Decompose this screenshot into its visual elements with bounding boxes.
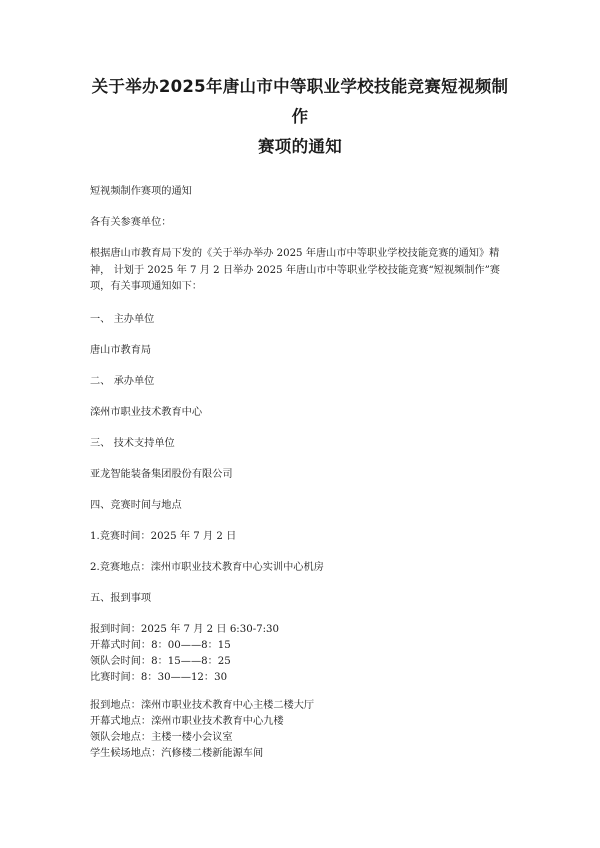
- schedule-place-line: 学生候场地点：汽修楼二楼新能源车间: [90, 747, 264, 759]
- section-3-body: 亚龙智能装备集团股份有限公司: [90, 468, 233, 480]
- section-2-heading: 二、 承办单位: [90, 375, 155, 387]
- schedule-time-line: 报到时间：2025 年 7 月 2 日 6:30-7:30: [90, 623, 280, 635]
- title-line-2: 赛项的通知: [258, 137, 342, 156]
- section-2-body: 滦州市职业技术教育中心: [90, 406, 203, 418]
- schedule-time-line: 开幕式时间：8：00——8：15: [90, 639, 231, 651]
- section-3-heading: 三、 技术支持单位: [90, 437, 175, 449]
- section-4-item-2: 2.竞赛地点：滦州市职业技术教育中心实训中心机房: [90, 561, 324, 573]
- section-4-heading: 四、竞赛时间与地点: [90, 499, 182, 511]
- schedule-places: [90, 698, 510, 762]
- schedule-time-line: 比赛时间：8：30——12：30: [90, 671, 228, 683]
- document-title: [90, 72, 510, 162]
- schedule-place-line: 报到地点：滦州市职业技术教育中心主楼二楼大厅: [90, 699, 315, 711]
- schedule-time-line: 领队会时间：8：15——8：25: [90, 655, 231, 667]
- subtitle: 短视频制作赛项的通知: [90, 186, 192, 197]
- section-5-heading: 五、报到事项: [90, 592, 152, 604]
- schedule-times: [90, 622, 510, 686]
- section-1-body: 唐山市教育局: [90, 344, 152, 356]
- intro-paragraph: 根据唐山市教育局下发的《关于举办举办 2025 年唐山市中等职业学校技能竞赛的通知》精神， 计划于 2025 年 7 月 2 日举办 2025 年唐山市中等职业学校技能竞赛“短视频制作”赛项，有关事项通知如下：: [90, 248, 500, 292]
- section-4-item-1: 1.竞赛时间：2025 年 7 月 2 日: [90, 530, 237, 542]
- section-1-heading: 一、 主办单位: [90, 313, 155, 325]
- schedule-place-line: 领队会地点：主楼一楼小会议室: [90, 731, 233, 743]
- greeting: 各有关参赛单位：: [90, 217, 172, 228]
- schedule-place-line: 开幕式地点：滦州市职业技术教育中心九楼: [90, 715, 284, 727]
- title-line-1: 关于举办2025年唐山市中等职业学校技能竞赛短视频制作: [91, 77, 509, 126]
